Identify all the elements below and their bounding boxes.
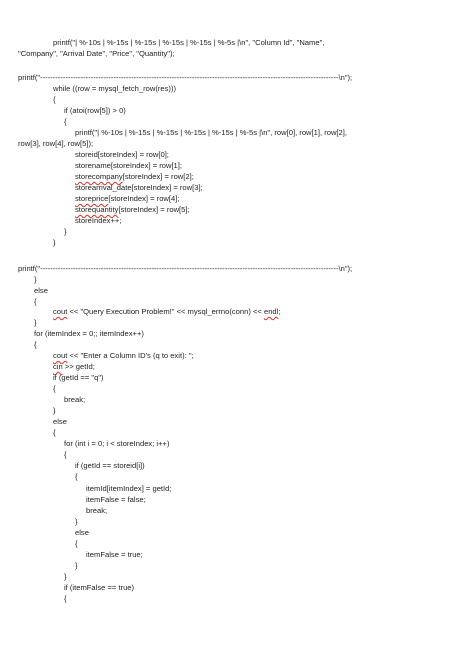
code-text: { — [34, 340, 37, 349]
code-text: else — [75, 528, 89, 537]
code-line — [64, 572, 67, 582]
code-line — [75, 461, 145, 471]
code-line — [18, 139, 93, 149]
code-line — [34, 318, 37, 328]
code-line — [18, 49, 175, 59]
code-line — [53, 95, 56, 105]
code-line — [75, 183, 203, 193]
code-text: } — [64, 572, 67, 581]
code-line — [75, 194, 179, 204]
code-text: { — [53, 428, 56, 437]
code-line — [53, 384, 56, 394]
code-line — [75, 205, 190, 215]
code-line — [64, 227, 67, 237]
code-text: } — [34, 275, 37, 284]
code-line — [86, 495, 146, 505]
code-text: << "Query Execution Problem!" << mysql_errno(conn) << — [67, 307, 264, 316]
code-text: { — [75, 472, 78, 481]
code-line — [75, 561, 78, 571]
code-text: for (itemIndex = 0;; itemIndex++) — [34, 329, 144, 338]
code-text: printf("----------------------------------------------------------------------------------------------------------------------\n"); — [18, 264, 353, 273]
code-text: << "Enter a Column ID's (q to exit): "; — [67, 351, 194, 360]
code-text: { — [34, 297, 37, 306]
code-line — [86, 550, 143, 560]
code-text: } — [64, 227, 67, 236]
code-line — [75, 172, 194, 182]
code-text: >> getId; — [62, 362, 95, 371]
code-text: } — [53, 406, 56, 415]
code-line — [34, 329, 144, 339]
code-line — [53, 417, 67, 427]
spellcheck-word: cout — [53, 307, 68, 316]
code-line — [34, 275, 37, 285]
code-text: storeid[storeIndex] = row[0]; — [75, 150, 169, 159]
code-line — [64, 583, 134, 593]
code-text: while ((row = mysql_fetch_row(res))) — [53, 84, 177, 93]
code-line — [34, 286, 48, 296]
code-text: [storeIndex] = row[2]; — [122, 172, 194, 181]
code-text: else — [53, 417, 67, 426]
code-line — [75, 528, 89, 538]
code-line — [75, 128, 347, 138]
code-text: row[3], row[4], row[5]); — [18, 139, 94, 148]
code-text: itemId[itemIndex] = getId; — [86, 484, 172, 493]
code-line — [75, 539, 78, 549]
code-text: break; — [64, 395, 86, 404]
code-text: printf("| %-10s | %-15s | %-15s | %-15s | %-15s | %-5s |\n", "Column Id", "Name", — [53, 38, 325, 47]
code-line — [18, 264, 352, 274]
code-line — [64, 395, 85, 405]
code-text: if (getId == storeid[i]) — [75, 461, 145, 470]
code-text: { — [53, 384, 56, 393]
spellcheck-word: storeprice — [75, 194, 109, 203]
code-line — [64, 439, 170, 449]
code-line — [53, 406, 56, 416]
code-text: printf("| %-10s | %-15s | %-15s | %-15s | %-15s | %-5s |\n", row[0], row[1], row[2], — [75, 128, 347, 137]
code-line — [53, 84, 176, 94]
code-line — [53, 373, 104, 383]
code-text: for (int i = 0; i < storeIndex; i++) — [64, 439, 170, 448]
code-line — [53, 351, 194, 361]
code-text: ; — [278, 307, 281, 316]
code-line — [53, 307, 280, 317]
code-text: if (itemFalse == true) — [64, 583, 135, 592]
code-text: { — [75, 539, 78, 548]
code-text: } — [75, 561, 78, 570]
spellcheck-word: storequantity — [75, 205, 119, 214]
code-line — [75, 150, 169, 160]
code-line — [64, 117, 67, 127]
code-text: } — [34, 318, 37, 327]
code-line — [18, 73, 352, 83]
code-line — [64, 450, 67, 460]
code-text: printf("----------------------------------------------------------------------------------------------------------------------\n"); — [18, 73, 353, 82]
code-line — [64, 594, 67, 604]
code-text: { — [64, 117, 67, 126]
code-text: { — [64, 594, 67, 603]
code-line — [53, 428, 56, 438]
code-text: if (getId == "q") — [53, 373, 104, 382]
code-line — [53, 238, 56, 248]
spellcheck-word: cin — [53, 362, 63, 371]
code-line — [75, 161, 182, 171]
spellcheck-word: cout — [53, 351, 68, 360]
code-text: break; — [86, 506, 108, 515]
code-line — [34, 340, 37, 350]
code-text: { — [64, 450, 67, 459]
code-text: storename[storeIndex] = row[1]; — [75, 161, 182, 170]
code-line — [86, 484, 171, 494]
spellcheck-word: endl — [263, 307, 279, 316]
spellcheck-word: storecompany — [75, 172, 123, 181]
code-line — [75, 517, 78, 527]
code-text: itemFalse = true; — [86, 550, 143, 559]
code-text: else — [34, 286, 48, 295]
code-text: "Company", "Arrival Date", "Price", "Quantity"); — [18, 49, 175, 58]
code-text: if (atoi(row[5]) > 0) — [64, 106, 126, 115]
code-text: } — [53, 238, 56, 247]
code-text: [storeIndex] = row[5]; — [118, 205, 190, 214]
code-text: { — [53, 95, 56, 104]
code-line — [34, 297, 37, 307]
code-text: } — [75, 517, 78, 526]
code-text: itemFalse = false; — [86, 495, 146, 504]
code-line — [53, 38, 324, 48]
code-line — [64, 106, 126, 116]
code-line — [53, 362, 95, 372]
code-line — [75, 216, 121, 226]
code-line — [86, 506, 107, 516]
code-text: storeIndex++; — [75, 216, 122, 225]
code-text: [storeIndex] = row[4]; — [108, 194, 180, 203]
code-text: storearrival_date[storeIndex] = row[3]; — [75, 183, 203, 192]
code-line — [75, 472, 78, 482]
